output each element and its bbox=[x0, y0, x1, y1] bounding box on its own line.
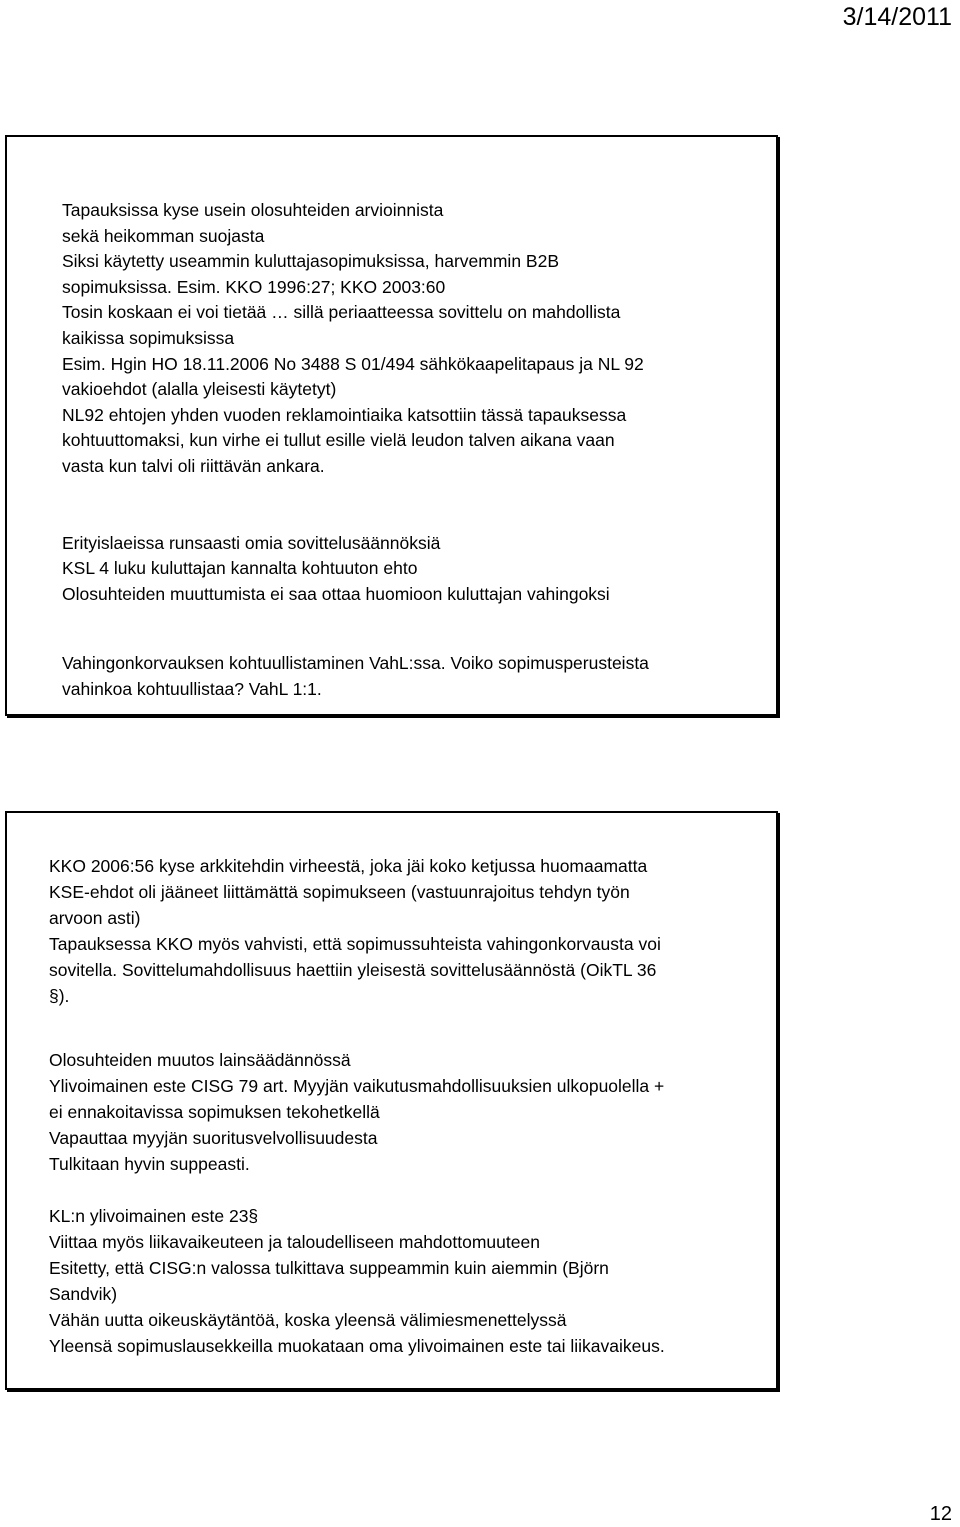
text-line: KSE-ehdot oli jääneet liittämättä sopimukseen (vastuunrajoitus tehdyn työn bbox=[49, 882, 630, 902]
text-line: Olosuhteiden muutos lainsäädännössä bbox=[49, 1050, 351, 1070]
text-line: KKO 2006:56 kyse arkkitehdin virheestä, joka jäi koko ketjussa huomaamatta bbox=[49, 856, 648, 876]
text-line: Vahingonkorvauksen kohtuullistaminen VahL:ssa. Voiko sopimusperusteista bbox=[62, 653, 649, 673]
text-line: Vapauttaa myyjän suoritusvelvollisuudesta bbox=[49, 1128, 378, 1148]
slide-1 bbox=[5, 135, 778, 716]
page-number: 12 bbox=[929, 1503, 952, 1525]
text-line: sovitella. Sovittelumahdollisuus haettiin yleisestä sovittelusäännöstä (OikTL 36 bbox=[49, 960, 657, 980]
text-line: Tapauksissa kyse usein olosuhteiden arvioinnista bbox=[62, 200, 444, 220]
text-line: kaikissa sopimuksissa bbox=[62, 328, 235, 348]
slide-2 bbox=[5, 811, 778, 1390]
text-line: Tapauksessa KKO myös vahvisti, että sopimussuhteista vahingonkorvausta voi bbox=[49, 934, 661, 954]
text-line: Olosuhteiden muuttumista ei saa ottaa huomioon kuluttajan vahingoksi bbox=[62, 584, 610, 604]
text-line: vasta kun talvi oli riittävän ankara. bbox=[62, 456, 325, 476]
text-line: Esitetty, että CISG:n valossa tulkittava suppeammin kuin aiemmin (Björn bbox=[49, 1258, 609, 1278]
text-line: Tulkitaan hyvin suppeasti. bbox=[49, 1154, 250, 1174]
text-line: KSL 4 luku kuluttajan kannalta kohtuuton ehto bbox=[62, 558, 418, 578]
text-line: Viittaa myös liikavaikeuteen ja taloudelliseen mahdottomuuteen bbox=[49, 1232, 540, 1252]
text-line: KL:n ylivoimainen este 23§ bbox=[49, 1206, 259, 1226]
text-line: Esim. Hgin HO 18.11.2006 No 3488 S 01/494 sähkökaapelitapaus ja NL 92 bbox=[62, 354, 644, 374]
text-line: vakioehdot (alalla yleisesti käytetyt) bbox=[62, 379, 337, 399]
text-line: sekä heikomman suojasta bbox=[62, 226, 265, 246]
text-line: NL92 ehtojen yhden vuoden reklamointiaika katsottiin tässä tapauksessa bbox=[62, 405, 627, 425]
text-line: vahinkoa kohtuullistaa? VahL 1:1. bbox=[62, 679, 322, 699]
text-line: arvoon asti) bbox=[49, 908, 141, 928]
text-line: Vähän uutta oikeuskäytäntöä, koska yleensä välimiesmenettelyssä bbox=[49, 1310, 567, 1330]
text-line: Tosin koskaan ei voi tietää … sillä periaatteessa sovittelu on mahdollista bbox=[62, 302, 621, 322]
text-line: Ylivoimainen este CISG 79 art. Myyjän vaikutusmahdollisuuksien ulkopuolella + bbox=[49, 1076, 665, 1096]
text-line: sopimuksissa. Esim. KKO 1996:27; KKO 2003:60 bbox=[62, 277, 446, 297]
text-line: kohtuuttomaksi, kun virhe ei tullut esille vielä leudon talven aikana vaan bbox=[62, 430, 615, 450]
slide-date: 3/14/2011 bbox=[842, 3, 952, 31]
text-line: Erityislaeissa runsaasti omia sovittelusäännöksiä bbox=[62, 533, 441, 553]
text-line: ei ennakoitavissa sopimuksen tekohetkellä bbox=[49, 1102, 380, 1122]
text-line: Sandvik) bbox=[49, 1284, 118, 1304]
text-line: §). bbox=[49, 986, 70, 1006]
text-line: Yleensä sopimuslausekkeilla muokataan oma ylivoimainen este tai liikavaikeus. bbox=[49, 1336, 665, 1356]
text-line: Siksi käytetty useammin kuluttajasopimuksissa, harvemmin B2B bbox=[62, 251, 559, 271]
